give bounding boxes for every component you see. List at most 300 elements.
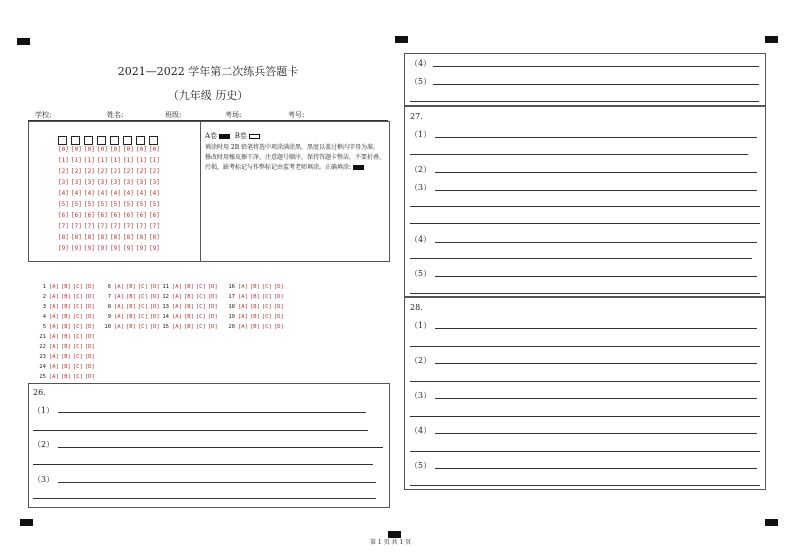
digit-bubble[interactable]: [8] [110,234,121,241]
mc-question-number: 16 [228,284,235,290]
answer-line[interactable] [410,381,760,382]
digit-bubble[interactable]: [0] [123,146,134,153]
q26-sub-1: （1） [33,406,55,415]
digit-bubble[interactable]: [7] [97,223,108,230]
digit-row [58,232,178,243]
mc-option-bubble[interactable]: [A] [49,354,59,360]
q26-sub-4: （4） [410,59,432,68]
digit-row [58,199,178,210]
mc-question-number: 23 [39,354,46,360]
mc-question [160,282,220,292]
mc-question [37,362,97,372]
q28-sub-4: （4） [410,426,432,435]
digit-bubble[interactable]: [2] [71,168,82,175]
mc-option-bubble[interactable]: [C] [261,314,272,320]
mc-option-bubble[interactable]: [A] [172,314,182,320]
mc-question-number: 4 [42,314,46,320]
q28-sub-1: （1） [410,321,432,330]
mc-question-number: 12 [162,294,169,300]
digit-bubble[interactable]: [5] [110,201,121,208]
mc-question [37,302,97,312]
mc-option-bubble[interactable]: [A] [49,334,59,340]
mc-option-bubble[interactable]: [C] [261,294,272,300]
mc-option-bubble[interactable]: [B] [183,294,194,300]
digit-bubble[interactable]: [6] [84,212,95,219]
mc-question-number: 19 [228,314,235,320]
mc-question-number: 14 [162,314,169,320]
digit-bubble[interactable]: [8] [123,234,134,241]
paper-a-bubble[interactable] [219,134,230,139]
digit-bubble[interactable]: [9] [58,245,69,252]
mc-question [37,322,97,332]
mc-option-bubble[interactable]: [B] [125,314,136,320]
mc-question [160,302,220,312]
mc-option-bubble[interactable]: [B] [60,284,71,290]
mc-question [37,352,97,362]
digit-bubble[interactable]: [4] [58,190,69,197]
mc-question [226,312,286,322]
mc-option-bubble[interactable]: [D] [273,324,284,330]
mc-option-bubble[interactable]: [A] [114,304,124,310]
digit-bubble[interactable]: [2] [136,168,147,175]
digit-rows [58,144,178,254]
digit-bubble[interactable]: [9] [110,245,121,252]
mc-option-bubble[interactable]: [D] [273,314,284,320]
page-footer: 第 1 页 共 1 页 [370,539,412,546]
mc-question [37,312,97,322]
q28-box [404,297,766,490]
answer-line[interactable] [435,328,757,329]
mc-option-bubble[interactable]: [B] [249,284,260,290]
digit-bubble[interactable]: [4] [84,190,95,197]
answer-line[interactable] [410,293,760,294]
digit-bubble[interactable]: [2] [58,168,69,175]
mc-option-bubble[interactable]: [A] [172,304,182,310]
digit-bubble[interactable]: [9] [149,245,160,252]
answer-line[interactable] [435,242,757,243]
digit-bubble[interactable]: [6] [136,212,147,219]
digit-bubble[interactable]: [1] [123,157,134,164]
mc-question [102,322,162,332]
digit-bubble[interactable]: [4] [110,190,121,197]
registration-mark [20,519,33,526]
mc-option-bubble[interactable]: [D] [207,314,218,320]
mc-option-bubble[interactable]: [A] [49,364,59,370]
mc-option-bubble[interactable]: [A] [114,294,124,300]
q26-continued-box [404,53,766,106]
digit-bubble[interactable]: [7] [84,223,95,230]
digit-bubble[interactable]: [2] [149,168,160,175]
digit-bubble[interactable]: [7] [71,223,82,230]
mc-option-bubble[interactable]: [D] [149,284,160,290]
mc-option-bubble[interactable]: [D] [84,294,95,300]
mc-option-bubble[interactable]: [A] [49,324,59,330]
mc-option-bubble[interactable]: [A] [114,324,124,330]
mc-option-bubble[interactable]: [C] [72,344,83,350]
mc-option-bubble[interactable]: [D] [84,334,95,340]
mc-option-bubble[interactable]: [C] [137,304,148,310]
mc-option-bubble[interactable]: [D] [149,304,160,310]
mc-option-bubble[interactable]: [D] [84,344,95,350]
digit-bubble[interactable]: [4] [123,190,134,197]
mc-option-bubble[interactable]: [B] [249,304,260,310]
digit-bubble[interactable]: [1] [149,157,160,164]
mc-option-bubble[interactable]: [C] [72,294,83,300]
mc-option-bubble[interactable]: [A] [172,284,182,290]
mc-question [160,322,220,332]
mc-option-bubble[interactable]: [B] [60,344,71,350]
digit-bubble[interactable]: [2] [110,168,121,175]
digit-bubble[interactable]: [1] [71,157,82,164]
digit-bubble[interactable]: [0] [71,146,82,153]
mc-option-bubble[interactable]: [A] [49,294,59,300]
answer-line[interactable] [410,451,760,452]
mc-option-bubble[interactable]: [A] [238,294,248,300]
mc-option-bubble[interactable]: [B] [60,374,71,380]
digit-bubble[interactable]: [7] [149,223,160,230]
info-exam-no: 考号: [288,111,305,119]
answer-line[interactable] [435,433,757,434]
mc-option-bubble[interactable]: [D] [149,314,160,320]
mc-question-number: 10 [104,324,111,330]
answer-line[interactable] [435,137,757,138]
mc-option-bubble[interactable]: [D] [207,324,218,330]
digit-bubble[interactable]: [0] [97,146,108,153]
mc-option-bubble[interactable]: [C] [137,284,148,290]
digit-bubble[interactable]: [0] [58,146,69,153]
answer-line[interactable] [410,258,752,259]
answer-line[interactable] [410,485,760,486]
mc-option-bubble[interactable]: [D] [84,364,95,370]
answer-line[interactable] [433,84,759,85]
digit-bubble[interactable]: [7] [58,223,69,230]
mc-option-bubble[interactable]: [A] [49,374,59,380]
mc-option-bubble[interactable]: [A] [114,284,124,290]
mc-question-number: 25 [39,374,46,380]
digit-bubble[interactable]: [8] [58,234,69,241]
mc-option-bubble[interactable]: [B] [60,364,71,370]
q26-number: 26. [33,388,46,397]
answer-line[interactable] [435,190,757,191]
digit-bubble[interactable]: [0] [110,146,121,153]
page-title: 2021—2022 学年第二次练兵答题卡 [117,65,299,78]
digit-row [58,243,178,254]
digit-bubble[interactable]: [6] [123,212,134,219]
digit-bubble[interactable]: [2] [97,168,108,175]
digit-bubble[interactable]: [6] [149,212,160,219]
mc-option-bubble[interactable]: [C] [137,324,148,330]
mc-option-bubble[interactable]: [B] [183,284,194,290]
answer-line[interactable] [435,468,757,469]
info-name: 姓名: [107,111,124,119]
mc-question [37,282,97,292]
digit-bubble[interactable]: [1] [136,157,147,164]
instruction-text: 填涂时用 2B 铅笔将选中项涂满涂黑，黑度以盖过框内字母为准。修改时用橡皮擦干净，注意题号顺序，保持答题卡整洁，不要折叠、污损，缺考标记与作弊标记由监考老师填涂。正确填涂: [205,144,386,171]
registration-mark [395,36,408,43]
digit-bubble[interactable]: [6] [71,212,82,219]
digit-bubble[interactable]: [9] [123,245,134,252]
mc-option-bubble[interactable]: [B] [125,294,136,300]
digit-bubble[interactable]: [2] [123,168,134,175]
mc-question-number: 8 [107,304,111,310]
answer-line[interactable] [410,101,759,102]
mc-option-bubble[interactable]: [C] [72,304,83,310]
digit-bubble[interactable]: [8] [84,234,95,241]
mc-option-bubble[interactable]: [D] [207,294,218,300]
mc-question-number: 17 [228,294,235,300]
digit-bubble[interactable]: [5] [123,201,134,208]
digit-bubble[interactable]: [9] [71,245,82,252]
mc-option-bubble[interactable]: [B] [183,324,194,330]
mc-question [226,322,286,332]
digit-bubble[interactable]: [1] [97,157,108,164]
digit-bubble[interactable]: [2] [84,168,95,175]
q27-sub-2: （2） [410,165,432,174]
mc-option-bubble[interactable]: [A] [49,284,59,290]
mc-option-bubble[interactable]: [A] [172,294,182,300]
digit-bubble[interactable]: [6] [110,212,121,219]
mc-column [160,282,220,332]
answer-line[interactable] [58,447,383,448]
digit-row [58,210,178,221]
digit-bubble[interactable]: [7] [136,223,147,230]
mc-option-bubble[interactable]: [D] [273,294,284,300]
digit-bubble[interactable]: [3] [97,179,108,186]
q27-sub-4: （4） [410,235,432,244]
digit-row [58,144,178,155]
mc-option-bubble[interactable]: [D] [273,284,284,290]
exam-number-grid [58,130,178,254]
mc-option-bubble[interactable]: [D] [84,284,95,290]
answer-line[interactable] [435,172,757,173]
mc-option-bubble[interactable]: [D] [207,304,218,310]
mc-option-bubble[interactable]: [A] [238,284,248,290]
registration-mark [765,36,778,43]
digit-bubble[interactable]: [4] [97,190,108,197]
answer-line[interactable] [58,412,366,413]
mc-option-bubble[interactable]: [C] [137,314,148,320]
mc-question-number: 9 [107,314,111,320]
mc-option-bubble[interactable]: [C] [72,334,83,340]
digit-bubble[interactable]: [7] [110,223,121,230]
mc-option-bubble[interactable]: [C] [72,354,83,360]
digit-bubble[interactable]: [3] [71,179,82,186]
box-divider [200,121,201,262]
mc-option-bubble[interactable]: [D] [149,294,160,300]
mc-option-bubble[interactable]: [B] [60,294,71,300]
answer-line[interactable] [435,363,757,364]
answer-line[interactable] [410,416,760,417]
digit-bubble[interactable]: [4] [136,190,147,197]
mc-option-bubble[interactable]: [C] [137,294,148,300]
paper-b-label: B卷 [234,132,247,140]
digit-bubble[interactable]: [8] [149,234,160,241]
answer-line[interactable] [410,206,760,207]
digit-bubble[interactable]: [7] [123,223,134,230]
mc-option-bubble[interactable]: [D] [273,304,284,310]
mc-question [102,302,162,312]
answer-line[interactable] [33,430,368,431]
mc-option-bubble[interactable]: [C] [261,324,272,330]
mc-option-bubble[interactable]: [B] [60,324,71,330]
mc-question-number: 7 [107,294,111,300]
mc-option-bubble[interactable]: [B] [249,294,260,300]
mc-option-bubble[interactable]: [C] [261,284,272,290]
digit-bubble[interactable]: [5] [71,201,82,208]
q27-number: 27. [410,112,423,121]
digit-bubble[interactable]: [9] [136,245,147,252]
q28-sub-2: （2） [410,356,432,365]
page-subtitle: （九年级 历史） [167,89,249,102]
mc-column [37,282,97,382]
digit-bubble[interactable]: [0] [149,146,160,153]
answer-line[interactable] [58,482,376,483]
q28-sub-5: （5） [410,461,432,470]
mc-option-bubble[interactable]: [B] [60,304,71,310]
digit-bubble[interactable]: [5] [97,201,108,208]
paper-b-bubble[interactable] [249,134,260,139]
q28-sub-3: （3） [410,391,432,400]
digit-bubble[interactable]: [9] [84,245,95,252]
digit-bubble[interactable]: [1] [84,157,95,164]
mc-question [37,292,97,302]
mc-option-bubble[interactable]: [A] [49,344,59,350]
mc-question-number: 1 [42,284,46,290]
mc-option-bubble[interactable]: [A] [49,314,59,320]
mc-column [102,282,162,332]
answer-line[interactable] [33,498,376,499]
q26-sub-3: （3） [33,475,55,484]
mc-option-bubble[interactable]: [C] [72,374,83,380]
mc-question [37,332,97,342]
q28-number: 28. [410,303,423,312]
mc-option-bubble[interactable]: [C] [261,304,272,310]
mc-option-bubble[interactable]: [B] [183,304,194,310]
digit-bubble[interactable]: [3] [149,179,160,186]
digit-bubble[interactable]: [3] [123,179,134,186]
digit-row [58,188,178,199]
digit-row [58,166,178,177]
mc-option-bubble[interactable]: [C] [72,364,83,370]
mc-option-bubble[interactable]: [C] [195,324,206,330]
digit-bubble[interactable]: [5] [84,201,95,208]
digit-bubble[interactable]: [3] [84,179,95,186]
mc-question-number: 2 [42,294,46,300]
mc-option-bubble[interactable]: [A] [238,324,248,330]
mc-question-number: 15 [162,324,169,330]
mc-question-number: 18 [228,304,235,310]
mc-option-bubble[interactable]: [D] [84,324,95,330]
mc-option-bubble[interactable]: [C] [195,284,206,290]
mc-question [102,282,162,292]
digit-bubble[interactable]: [6] [97,212,108,219]
paper-a-label: A卷 [205,132,218,140]
mc-question-number: 13 [162,304,169,310]
mc-option-bubble[interactable]: [C] [195,314,206,320]
digit-bubble[interactable]: [0] [84,146,95,153]
digit-bubble[interactable]: [8] [71,234,82,241]
mc-question [226,282,286,292]
mc-question-number: 3 [42,304,46,310]
q27-box [404,106,766,297]
mc-option-bubble[interactable]: [C] [195,294,206,300]
registration-mark [765,519,778,526]
mc-option-bubble[interactable]: [A] [238,314,248,320]
digit-bubble[interactable]: [5] [136,201,147,208]
digit-bubble[interactable]: [3] [136,179,147,186]
digit-bubble[interactable]: [5] [58,201,69,208]
mc-option-bubble[interactable]: [D] [84,354,95,360]
q27-sub-3: （3） [410,183,432,192]
mc-option-bubble[interactable]: [A] [49,304,59,310]
answer-line[interactable] [435,276,757,277]
mc-option-bubble[interactable]: [C] [72,284,83,290]
mc-option-bubble[interactable]: [B] [60,334,71,340]
mc-option-bubble[interactable]: [B] [60,314,71,320]
info-room: 考场: [225,111,242,119]
mc-option-bubble[interactable]: [B] [249,314,260,320]
digit-bubble[interactable]: [9] [97,245,108,252]
digit-row [58,155,178,166]
mc-option-bubble[interactable]: [C] [72,314,83,320]
digit-bubble[interactable]: [1] [58,157,69,164]
mc-question-number: 24 [39,364,46,370]
mc-option-bubble[interactable]: [D] [84,374,95,380]
q26-box [28,383,390,508]
mc-option-bubble[interactable]: [B] [60,354,71,360]
answer-line[interactable] [410,223,760,224]
digit-bubble[interactable]: [3] [110,179,121,186]
mc-option-bubble[interactable]: [D] [149,324,160,330]
digit-bubble[interactable]: [4] [71,190,82,197]
info-class: 班级: [165,111,182,119]
answer-line[interactable] [33,464,373,465]
mc-question [37,342,97,352]
answer-line[interactable] [410,154,748,155]
mc-option-bubble[interactable]: [A] [238,304,248,310]
mc-option-bubble[interactable]: [D] [84,304,95,310]
mc-option-bubble[interactable]: [A] [114,314,124,320]
digit-bubble[interactable]: [5] [149,201,160,208]
mc-option-bubble[interactable]: [D] [207,284,218,290]
mc-question [160,292,220,302]
digit-bubble[interactable]: [0] [136,146,147,153]
digit-bubble[interactable]: [8] [97,234,108,241]
digit-bubble[interactable]: [6] [58,212,69,219]
mc-option-bubble[interactable]: [B] [125,284,136,290]
mc-option-bubble[interactable]: [B] [183,314,194,320]
answer-line[interactable] [433,66,759,67]
digit-bubble[interactable]: [8] [136,234,147,241]
mc-option-bubble[interactable]: [C] [195,304,206,310]
info-school: 学校: [35,111,52,119]
mc-option-bubble[interactable]: [B] [125,304,136,310]
digit-bubble[interactable]: [3] [58,179,69,186]
digit-bubble[interactable]: [1] [110,157,121,164]
mc-question-number: 6 [107,284,111,290]
mc-option-bubble[interactable]: [C] [72,324,83,330]
answer-line[interactable] [435,398,757,399]
mc-option-bubble[interactable]: [B] [249,324,260,330]
mc-question [102,312,162,322]
mc-option-bubble[interactable]: [D] [84,314,95,320]
digit-row [58,177,178,188]
q27-sub-5: （5） [410,269,432,278]
mc-option-bubble[interactable]: [B] [125,324,136,330]
mc-option-bubble[interactable]: [A] [172,324,182,330]
answer-line[interactable] [410,346,760,347]
digit-bubble[interactable]: [4] [149,190,160,197]
